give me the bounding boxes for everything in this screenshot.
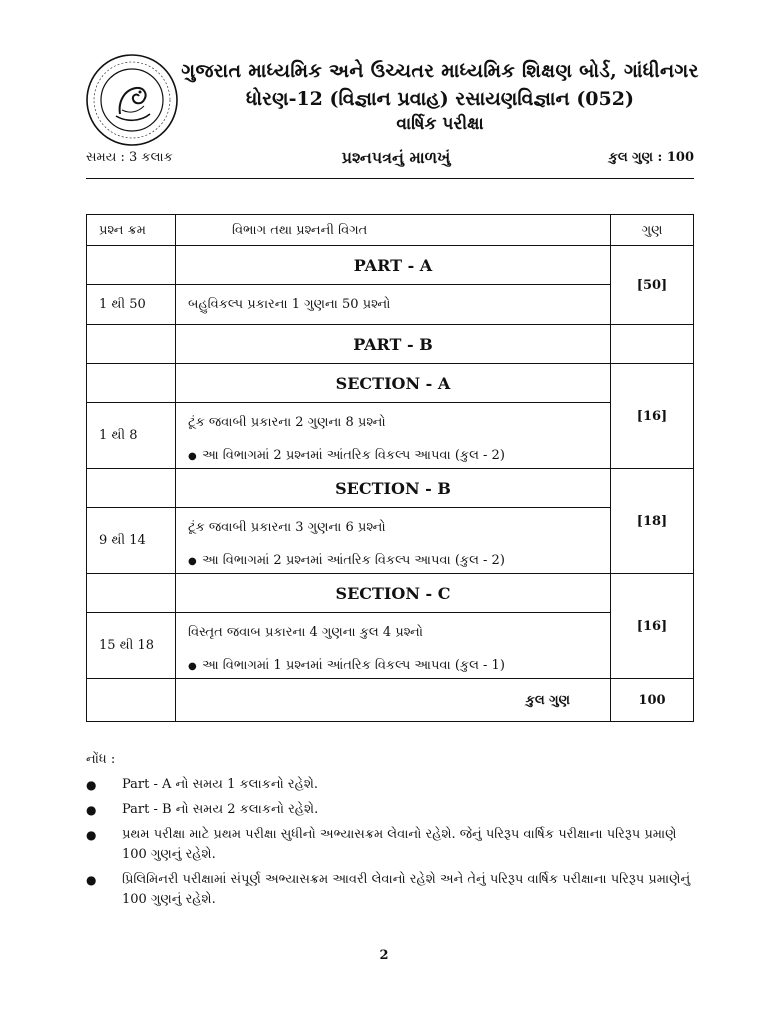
section-c-marks: [16] bbox=[611, 574, 694, 679]
note-text: Part - A નો સમય 1 કલાકનો રહેશે. bbox=[122, 777, 319, 792]
section-c-questions: 15 થી 18 bbox=[87, 613, 176, 679]
meta-row bbox=[86, 148, 694, 170]
part-a-detail: બહુવિકલ્પ પ્રકારના 1 ગુણના 50 પ્રશ્નો bbox=[176, 285, 611, 325]
header-detail: વિભાગ તથા પ્રશ્નની વિગત bbox=[176, 215, 611, 246]
list-item bbox=[86, 870, 698, 910]
table-row bbox=[87, 653, 694, 679]
header-marks: ગુણ bbox=[611, 215, 694, 246]
section-a-option: આ વિભાગમાં 2 પ્રશ્નમાં આંતરિક વિકલ્પ આપવા (કુલ - 2) bbox=[202, 447, 505, 463]
header-divider bbox=[86, 178, 694, 179]
bullet-icon: ● bbox=[86, 803, 97, 817]
table-row bbox=[87, 443, 694, 469]
total-row bbox=[87, 679, 694, 722]
part-a-marks: [50] bbox=[611, 246, 694, 325]
table-row bbox=[87, 403, 694, 443]
part-b-title-row bbox=[87, 325, 694, 364]
bullet-icon bbox=[188, 658, 198, 665]
notes-section bbox=[86, 752, 698, 915]
exam-name: વાર્ષિક પરીક્ષા bbox=[396, 114, 484, 134]
bullet-icon: ● bbox=[86, 873, 97, 887]
total-label: કુલ ગુણ bbox=[176, 679, 611, 722]
part-a-title: PART - A bbox=[176, 246, 611, 285]
table-row bbox=[87, 285, 694, 325]
bullet-icon: ● bbox=[86, 828, 97, 842]
part-a-questions: 1 થી 50 bbox=[87, 285, 176, 325]
table-header-row bbox=[87, 215, 694, 246]
header-question-no: પ્રશ્ન ક્રમ bbox=[87, 215, 176, 246]
section-b-title-row bbox=[87, 469, 694, 508]
note-text: પ્રિલિમિનરી પરીક્ષામાં સંપૂર્ણ અભ્યાસક્રમ આવરી લેવાનો રહેશે અને તેનું પરિરૂપ વાર્ષિક પરીક્ષાના પરિરૂપ પ્રમાણેનું 100 ગુણનું રહેશે. bbox=[122, 872, 691, 907]
section-c-detail: વિસ્તૃત જવાબ પ્રકારના 4 ગુણના કુલ 4 પ્રશ્નો bbox=[176, 613, 611, 653]
subject-title: ધોરણ-12 (વિજ્ઞાન પ્રવાહ) રસાયણવિજ્ઞાન (052) bbox=[246, 88, 634, 110]
total-value: 100 bbox=[611, 679, 694, 722]
paper-structure-title: પ્રશ્નપત્રનું માળખું bbox=[341, 148, 451, 167]
section-b-marks: [18] bbox=[611, 469, 694, 574]
bullet-icon bbox=[188, 448, 198, 455]
board-name: ગુજરાત માધ્યમિક અને ઉચ્ચતર માધ્યમિક શિક્ષણ બોર્ડ, ગાંધીનગર bbox=[181, 60, 699, 82]
section-a-title: SECTION - A bbox=[176, 364, 611, 403]
section-b-detail: ટૂંક જવાબી પ્રકારના 3 ગુણના 6 પ્રશ્નો bbox=[176, 508, 611, 548]
section-c-title-row bbox=[87, 574, 694, 613]
bullet-icon: ● bbox=[86, 778, 97, 792]
notes-heading: નોંધ : bbox=[86, 752, 116, 767]
section-c-title: SECTION - C bbox=[176, 574, 611, 613]
list-item bbox=[86, 800, 698, 820]
marks-table bbox=[86, 214, 694, 722]
section-b-option: આ વિભાગમાં 2 પ્રશ્નમાં આંતરિક વિકલ્પ આપવા (કુલ - 2) bbox=[202, 552, 505, 568]
table-row bbox=[87, 508, 694, 548]
section-a-marks: [16] bbox=[611, 364, 694, 469]
total-marks-label: કુલ ગુણ : 100 bbox=[608, 150, 694, 165]
list-item bbox=[86, 825, 698, 865]
section-b-questions: 9 થી 14 bbox=[87, 508, 176, 574]
list-item bbox=[86, 775, 698, 795]
table-row bbox=[87, 613, 694, 653]
board-seal-logo bbox=[84, 52, 180, 148]
table-row bbox=[87, 548, 694, 574]
section-b-title: SECTION - B bbox=[176, 469, 611, 508]
page-number: 2 bbox=[379, 948, 389, 963]
note-text: Part - B નો સમય 2 કલાકનો રહેશે. bbox=[122, 802, 319, 817]
time-label: સમય : 3 કલાક bbox=[86, 150, 173, 165]
section-a-questions: 1 થી 8 bbox=[87, 403, 176, 469]
part-a-title-row bbox=[87, 246, 694, 285]
bullet-icon bbox=[188, 553, 198, 560]
section-a-title-row bbox=[87, 364, 694, 403]
section-a-detail: ટૂંક જવાબી પ્રકારના 2 ગુણના 8 પ્રશ્નો bbox=[176, 403, 611, 443]
part-b-title: PART - B bbox=[176, 325, 611, 364]
section-c-option: આ વિભાગમાં 1 પ્રશ્નમાં આંતરિક વિકલ્પ આપવા (કુલ - 1) bbox=[202, 657, 505, 673]
note-text: પ્રથમ પરીક્ષા માટે પ્રથમ પરીક્ષા સુધીનો અભ્યાસક્રમ લેવાનો રહેશે. જેનું પરિરૂપ વાર્ષિક પરીક્ષાના પરિરૂપ પ્રમાણે 100 ગુણનું રહેશે. bbox=[122, 827, 677, 862]
